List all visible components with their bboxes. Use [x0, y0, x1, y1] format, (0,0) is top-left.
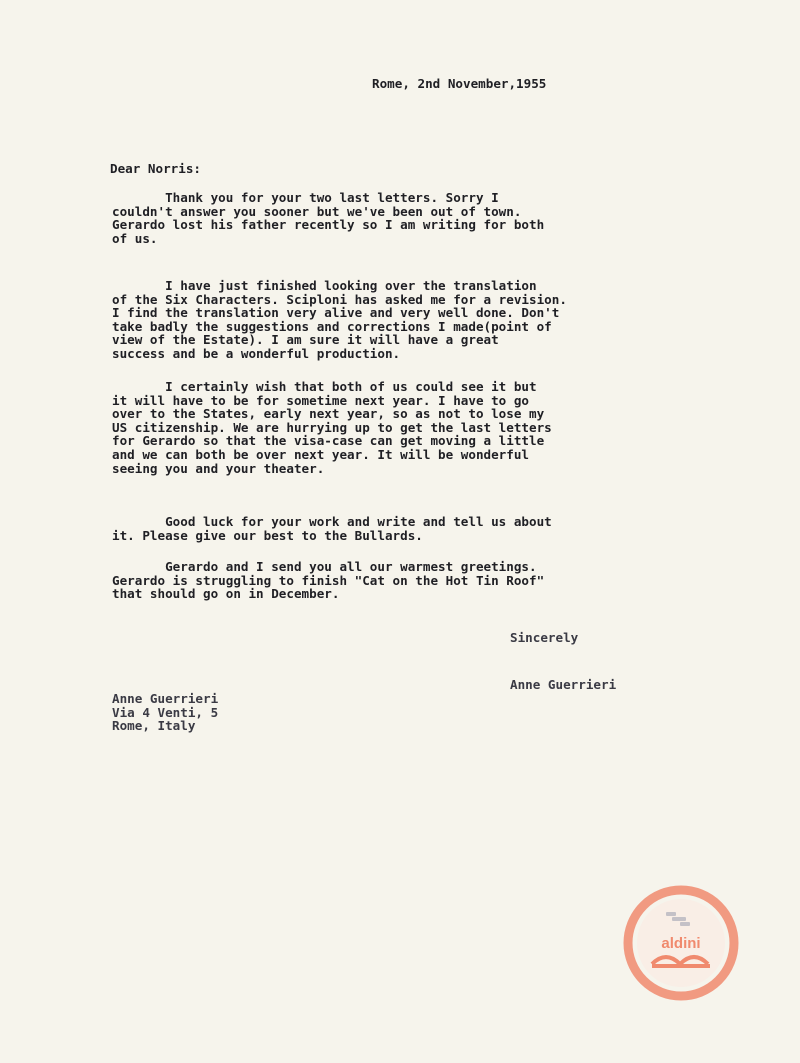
stamp-text: aldini [661, 935, 701, 952]
paragraph-line: and we can both be over next year. It will be wonderful [112, 446, 530, 462]
sender-address [112, 692, 218, 733]
dateline: Rome, 2nd November,1955 [372, 76, 547, 91]
salutation: Dear Norris: [110, 161, 201, 176]
paragraph-line: Thank you for your two last letters. Sorry I [112, 190, 499, 205]
paragraph-line: Gerardo and I send you all our warmest greetings. [112, 559, 537, 574]
paragraph-line: view of the Estate). I am sure it will have a great [112, 332, 499, 348]
paragraph-line: of the Six Characters. Sciploni has asked me for a revision. [112, 291, 567, 307]
stamp-icon [622, 884, 740, 1002]
signature: Anne Guerrieri [510, 677, 617, 692]
paragraph-line: Good luck for your work and write and tell us about [112, 514, 552, 529]
paragraph-line: US citizenship. We are hurrying up to get the last letters [112, 419, 552, 435]
paragraph-1 [112, 191, 712, 245]
archive-stamp-logo [622, 884, 740, 1002]
paragraph-line: success and be a wonderful production. [112, 345, 401, 361]
paragraph-line: seeing you and your theater. [112, 460, 325, 476]
address-line: Via 4 Venti, 5 [112, 704, 219, 720]
paragraph-line: couldn't answer you sooner but we've been out of town. [112, 203, 522, 219]
paragraph-4 [112, 515, 712, 542]
paragraph-line: it. Please give our best to the Bullards. [112, 527, 423, 543]
paragraph-2 [112, 279, 712, 361]
paragraph-line: it will have to be for sometime next year. I have to go [112, 392, 530, 408]
paragraph-line: over to the States, early next year, so as not to lose my [112, 406, 545, 422]
paragraph-line: I find the translation very alive and very well done. Don't [112, 305, 560, 321]
paragraph-line: of us. [112, 230, 158, 246]
paragraph-line: take badly the suggestions and corrections I made(point of [112, 318, 552, 334]
closing: Sincerely [510, 630, 579, 645]
address-line: Anne Guerrieri [112, 691, 219, 706]
paragraph-line: I certainly wish that both of us could see it but [112, 379, 537, 394]
address-line: Rome, Italy [112, 718, 196, 734]
paragraph-3 [112, 380, 712, 475]
paragraph-line: Gerardo is struggling to finish "Cat on the Hot Tin Roof" [112, 572, 545, 588]
paragraph-line: that should go on in December. [112, 586, 340, 602]
paragraph-5 [112, 560, 712, 601]
paragraph-line: for Gerardo so that the visa-case can get moving a little [112, 433, 545, 449]
paragraph-line: I have just finished looking over the translation [112, 278, 537, 293]
paragraph-line: Gerardo lost his father recently so I am writing for both [112, 217, 545, 233]
